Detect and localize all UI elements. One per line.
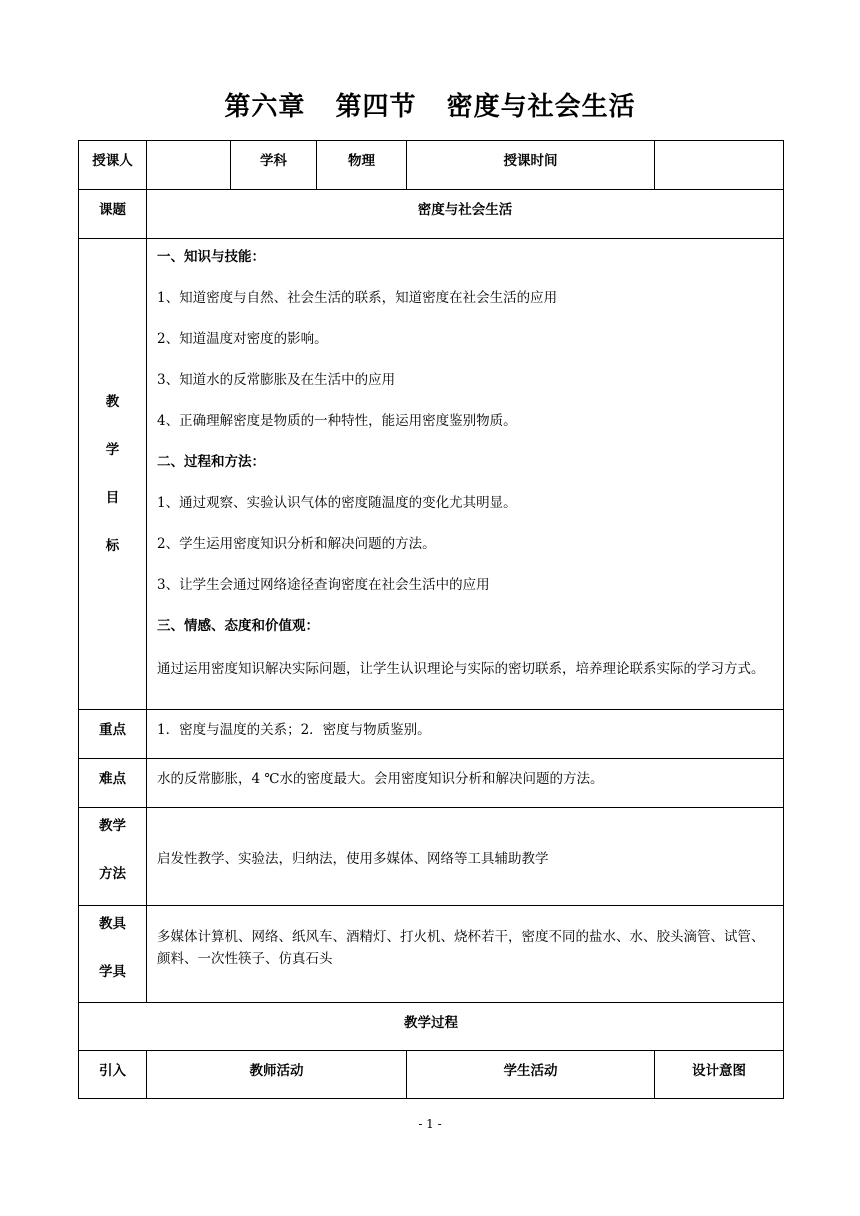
tools-label-line: 学具	[99, 964, 126, 980]
objectives-label-char: 学	[105, 442, 120, 458]
time-label: 授课时间	[407, 141, 655, 190]
key-points-value: 1．密度与温度的关系；2．密度与物质鉴别。	[147, 710, 784, 759]
methods-value: 启发性教学、实验法，归纳法，使用多媒体、网络等工具辅助教学	[147, 808, 784, 906]
col-intro: 引入	[79, 1051, 147, 1099]
objective-item: 3、让学生会通过网络途径查询密度在社会生活中的应用	[157, 577, 490, 593]
teacher-label: 授课人	[79, 141, 147, 190]
objectives-row	[79, 239, 784, 710]
tools-label	[79, 906, 147, 1003]
objective-paragraph: 通过运用密度知识解决实际问题，让学生认识理论与实际的密切联系，培养理论联系实际的学习方式。	[157, 661, 765, 677]
tools-label-line: 教具	[99, 916, 126, 932]
objectives-label-char: 目	[105, 490, 120, 506]
subject-value: 物理	[317, 141, 407, 190]
methods-label-line: 方法	[99, 866, 126, 882]
section-heading: 一、知识与技能：	[157, 249, 265, 265]
objectives-label-char: 教	[105, 394, 120, 410]
time-value	[655, 141, 784, 190]
section-heading: 二、过程和方法：	[157, 454, 265, 470]
objectives-content	[147, 239, 784, 710]
subject-label: 学科	[231, 141, 317, 190]
objectives-label-char: 标	[105, 538, 120, 554]
key-points-row	[79, 710, 784, 759]
objective-item: 1、通过观察、实验认识气体的密度随温度的变化尤其明显。	[157, 495, 517, 511]
difficulties-row	[79, 759, 784, 808]
tools-row	[79, 906, 784, 1003]
tools-value: 多媒体计算机、网络、纸风车、酒精灯、打火机、烧杯若干，密度不同的盐水、水、胶头滴管、试管、颜料、一次性筷子、仿真石头	[147, 906, 784, 1003]
col-student-activity: 学生活动	[407, 1051, 655, 1099]
lesson-plan-table	[78, 140, 784, 1099]
objective-item: 4、正确理解密度是物质的一种特性，能运用密度鉴别物质。	[157, 413, 517, 429]
objective-item: 2、学生运用密度知识分析和解决问题的方法。	[157, 536, 436, 552]
topic-label: 课题	[79, 190, 147, 239]
objectives-label	[79, 239, 147, 710]
process-heading-row	[79, 1003, 784, 1051]
topic-row	[79, 190, 784, 239]
methods-row	[79, 808, 784, 906]
difficulties-label: 难点	[79, 759, 147, 808]
objective-item: 3、知道水的反常膨胀及在生活中的应用	[157, 372, 396, 388]
header-row	[79, 141, 784, 190]
teacher-value	[147, 141, 231, 190]
process-heading: 教学过程	[79, 1003, 784, 1051]
process-columns-row	[79, 1051, 784, 1099]
section-heading: 三、情感、态度和价值观：	[157, 618, 319, 634]
key-points-label: 重点	[79, 710, 147, 759]
objective-item: 1、知道密度与自然、社会生活的联系，知道密度在社会生活的应用	[157, 290, 558, 306]
methods-label-line: 教学	[99, 818, 126, 834]
objective-item: 2、知道温度对密度的影响。	[157, 331, 328, 347]
methods-label	[79, 808, 147, 906]
page-number: - 1 -	[418, 1117, 442, 1131]
page-title: 第六章 第四节 密度与社会生活	[224, 92, 636, 122]
difficulties-value: 水的反常膨胀，4 ℃水的密度最大。会用密度知识分析和解决问题的方法。	[147, 759, 784, 808]
col-teacher-activity: 教师活动	[147, 1051, 407, 1099]
col-design-intent: 设计意图	[655, 1051, 784, 1099]
topic-value: 密度与社会生活	[147, 190, 784, 239]
